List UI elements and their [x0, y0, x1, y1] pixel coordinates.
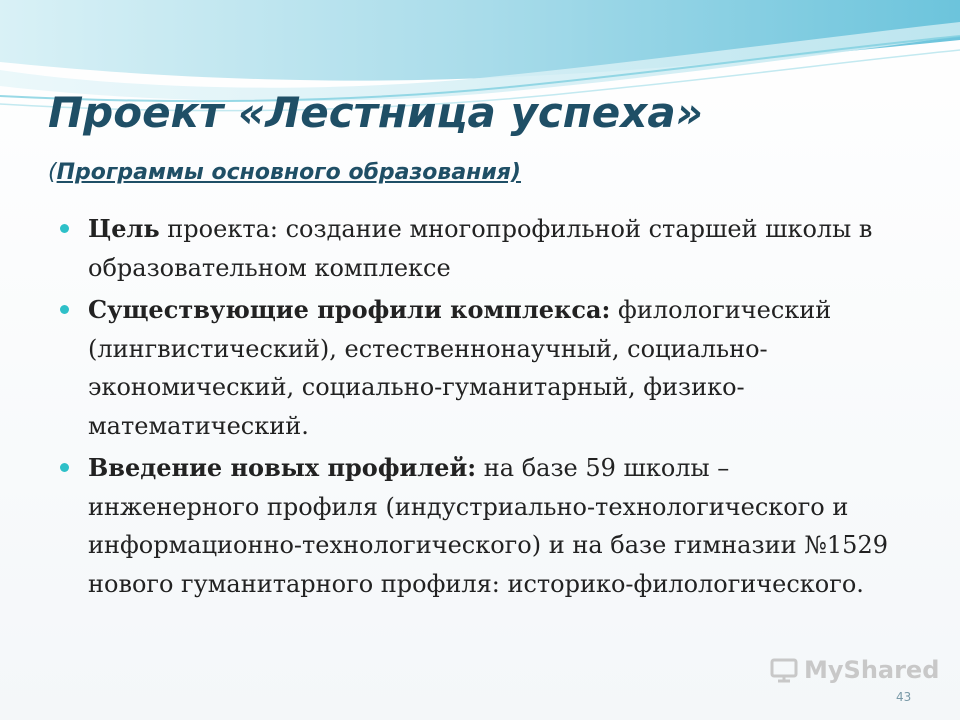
bullet-dot-icon [60, 305, 69, 314]
slide-title: Проект «Лестница успеха» [48, 88, 703, 137]
slide-subtitle [48, 160, 521, 185]
watermark-text: MyShared [804, 656, 940, 684]
bullet-item [60, 291, 900, 445]
bullet-text: проекта: создание многопрофильной старшей школы в образовательном комплексе [88, 215, 873, 282]
bullet-item [60, 210, 900, 287]
slide-number: 43 [896, 690, 912, 704]
bullet-bold: Введение новых профилей: [88, 453, 477, 482]
subtitle-text: Программы основного образования) [56, 160, 521, 185]
watermark-logo [770, 656, 939, 684]
bullet-bold: Цель [88, 214, 160, 243]
presentation-icon [770, 657, 798, 683]
bullet-dot-icon [60, 463, 69, 472]
bullet-item [60, 449, 900, 603]
bullet-list [60, 210, 900, 607]
bullet-dot-icon [60, 224, 69, 233]
bullet-bold: Существующие профили комплекса: [88, 295, 611, 324]
subtitle-open-paren: ( [48, 160, 57, 185]
bullet-text: на базе 59 школы – инженерного профиля (индустриально-технологического и информационно-технологического) и на базе гимназии №1529 нового гуманитарного профиля: историко-филологического. [88, 454, 888, 598]
bullet-text: филологический (лингвистический), естественнонаучный, социально-экономический, социально-гуманитарный, физико-математический. [88, 296, 832, 440]
